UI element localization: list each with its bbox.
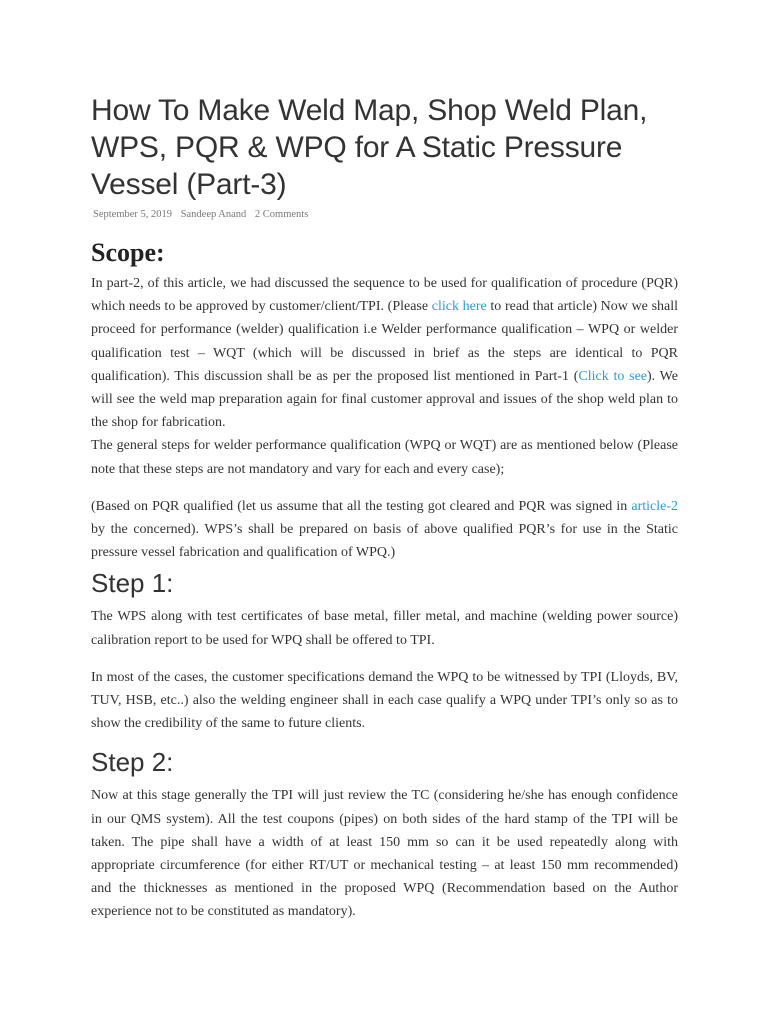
scope-paragraph-2: The general steps for welder performance qualification (WPQ or WQT) are as mentioned below (Please note that these steps are not mandatory and vary for each and every case); <box>91 438 678 477</box>
step-2-heading: Step 2: <box>91 747 174 778</box>
scope-p3-text-a: (Based on PQR qualified (let us assume that all the testing got cleared and PQR was signed in <box>91 498 632 514</box>
post-comments[interactable]: 2 Comments <box>254 209 309 220</box>
article <box>91 92 678 924</box>
click-to-see-link[interactable]: Click to see <box>578 368 648 384</box>
step-1-paragraph-1: The WPS along with test certificates of base metal, filler metal, and machine (welding power source) calibration report to be used for WPQ shall be offered to TPI. <box>91 609 678 648</box>
scope-paragraph-1 <box>91 272 678 434</box>
step-1-heading: Step 1: <box>91 568 174 599</box>
post-date[interactable]: September 5, 2019 <box>93 209 173 220</box>
scope-p1-text-c: ). We will see the weld map preparation again for final customer approval and issues of the shop weld plan to the shop for fabrication. <box>91 368 678 431</box>
scope-paragraph-3 <box>91 495 678 565</box>
scope-p1-text-b: to read that article) Now we shall proceed for performance (welder) qualification i.e Welder performance qualification – WPQ or welder qualification test – WQT (which will be discussed in brief as the steps are identical to PQR qualification). This discussion shall be as per the proposed list mentioned in Part-1 ( <box>91 299 679 384</box>
step-1-paragraph-2: In most of the cases, the customer specifications demand the WPQ to be witnessed by TPI (Lloyds, BV, TUV, HSB, etc..) also the welding engineer shall in each case qualify a WPQ under TPI’s only so as to show the credibility of the same to future clients. <box>91 669 678 732</box>
click-here-link[interactable]: click here <box>431 299 487 315</box>
article-2-link[interactable]: article-2 <box>631 498 678 514</box>
post-author[interactable]: Sandeep Anand <box>180 209 247 220</box>
scope-p1-text-a: In part-2, of this article, we had discussed the sequence to be used for qualification of procedure (PQR) which needs to be approved by customer/client/TPI. (Please <box>91 276 678 315</box>
article-meta <box>93 209 678 220</box>
article-title: How To Make Weld Map, Shop Weld Plan, WPS, PQR & WPQ for A Static Pressure Vessel (Part-3) <box>91 94 648 201</box>
scope-p3-text-b: by the concerned). WPS’s shall be prepared on basis of above qualified PQR’s for use in the Static pressure vessel fabrication and qualification of WPQ.) <box>91 522 678 561</box>
scope-heading: Scope: <box>91 238 165 267</box>
step-2-paragraph-1: Now at this stage generally the TPI will just review the TC (considering he/she has enough confidence in our QMS system). All the test coupons (pipes) on both sides of the hard stamp of the TPI will be taken. The pipe shall have a width of at least 150 mm so can it be used repeatedly along with appropriate circumference (for either RT/UT or mechanical testing – at least 150 mm recommended) and the thicknesses as mentioned in the proposed WPQ (Recommendation based on the Author experience not to be constituted as mandatory). <box>91 788 678 920</box>
